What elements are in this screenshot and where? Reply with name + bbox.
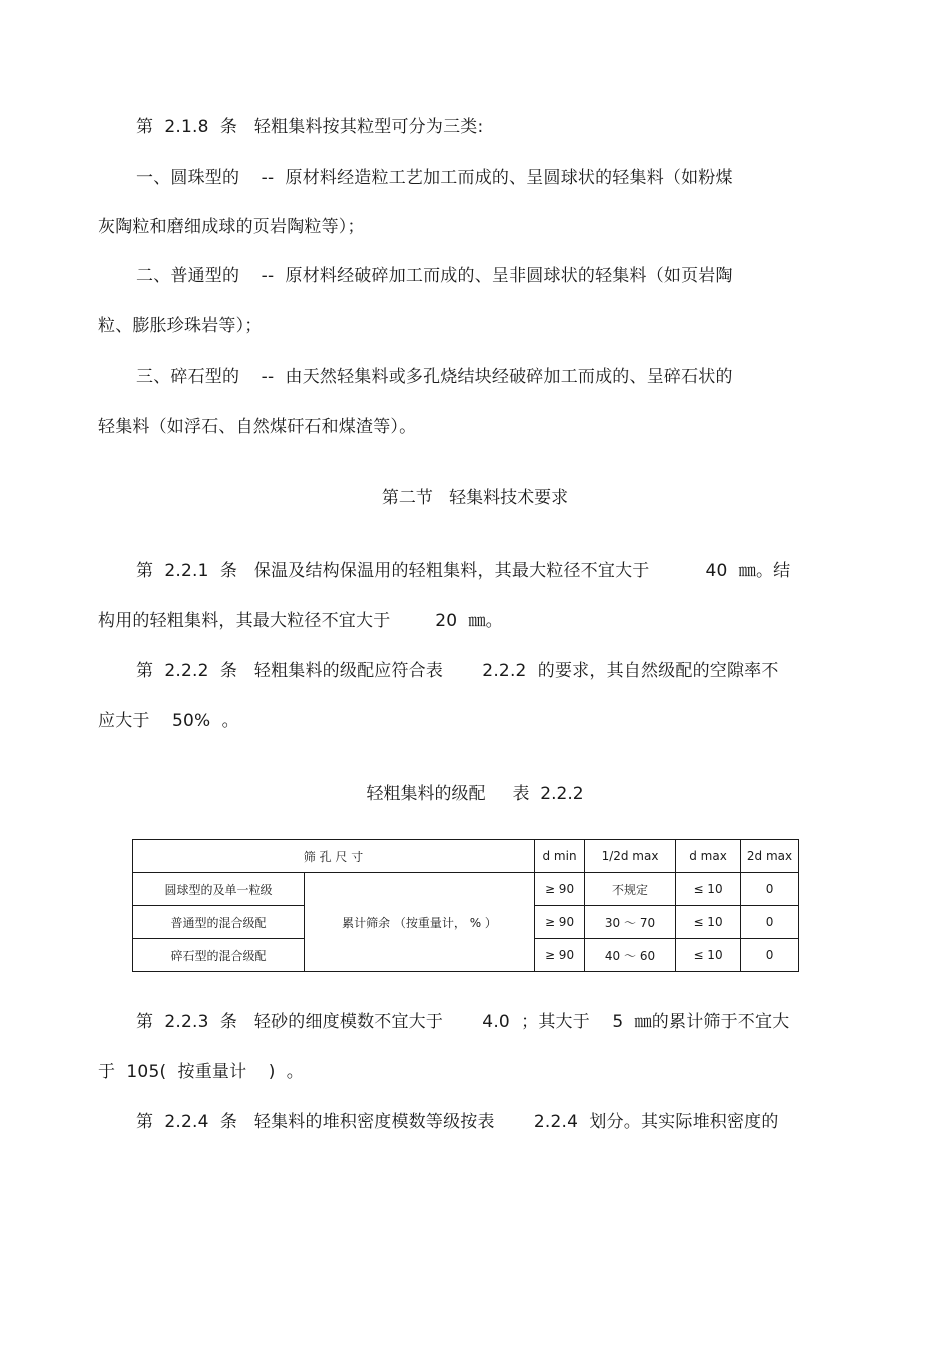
header-dmax: d max xyxy=(676,840,741,873)
table-row xyxy=(133,873,799,906)
table-header-row xyxy=(133,840,799,873)
cumulative-retained-label: 累计筛余 （按重量计， % ） xyxy=(305,873,535,972)
clause-2-2-2-line-2: 应大于 50% 。 xyxy=(98,711,239,731)
round-type-line-1: 一、圆珠型的 -- 原材料经造粒工艺加工而成的、呈圆球状的轻集料（如粉煤 xyxy=(136,168,733,188)
clause-2-2-1-line-1: 第 2.2.1 条 保温及结构保温用的轻粗集料，其最大粒径不宜大于 40 ㎜。结 xyxy=(136,561,791,581)
cell-2dmax: 0 xyxy=(741,939,799,972)
clause-2-2-3-line-2: 于 105( 按重量计 ) 。 xyxy=(98,1062,304,1082)
cell-half-dmax: 30 ～ 70 xyxy=(585,906,676,939)
cell-dmin: ≥ 90 xyxy=(535,873,585,906)
cell-dmax: ≤ 10 xyxy=(676,906,741,939)
row-type: 普通型的混合级配 xyxy=(133,906,305,939)
cell-2dmax: 0 xyxy=(741,906,799,939)
cell-half-dmax: 40 ～ 60 xyxy=(585,939,676,972)
grading-table xyxy=(132,839,799,972)
round-type-line-2: 灰陶粒和磨细成球的页岩陶粒等）； xyxy=(98,217,365,237)
header-2dmax: 2d max xyxy=(741,840,799,873)
cell-dmin: ≥ 90 xyxy=(535,939,585,972)
cell-dmax: ≤ 10 xyxy=(676,873,741,906)
clause-2-1-8-line-1: 第 2.1.8 条 轻粗集料按其粒型可分为三类: xyxy=(136,117,484,137)
header-half-dmax: 1/2d max xyxy=(585,840,676,873)
ordinary-type-line-1: 二、普通型的 -- 原材料经破碎加工而成的、呈非圆球状的轻集料（如页岩陶 xyxy=(136,266,733,286)
cell-dmax: ≤ 10 xyxy=(676,939,741,972)
table-caption: 轻粗集料的级配 表 2.2.2 xyxy=(366,784,584,804)
clause-2-2-3-line-1: 第 2.2.3 条 轻砂的细度模数不宜大于 4.0 ；其大于 5 ㎜的累计筛于不宜大 xyxy=(136,1012,790,1032)
ordinary-type-line-2: 粒、膨胀珍珠岩等）； xyxy=(98,316,262,336)
cell-2dmax: 0 xyxy=(741,873,799,906)
clause-2-2-1-line-2: 构用的轻粗集料，其最大粒径不宜大于 20 ㎜。 xyxy=(98,611,503,631)
header-sieve-size: 筛 孔 尺 寸 xyxy=(133,840,535,873)
crushed-type-line-1: 三、碎石型的 -- 由天然轻集料或多孔烧结块经破碎加工而成的、呈碎石状的 xyxy=(136,367,733,387)
clause-2-2-2-line-1: 第 2.2.2 条 轻粗集料的级配应符合表 2.2.2 的要求，其自然级配的空隙率不 xyxy=(136,661,779,681)
section-title: 第二节 轻集料技术要求 xyxy=(381,488,569,508)
crushed-type-line-2: 轻集料（如浮石、自然煤矸石和煤渣等）。 xyxy=(98,417,417,437)
cell-half-dmax: 不规定 xyxy=(585,873,676,906)
row-type: 圆球型的及单一粒级 xyxy=(133,873,305,906)
cell-dmin: ≥ 90 xyxy=(535,906,585,939)
header-dmin: d min xyxy=(535,840,585,873)
clause-2-2-4-line-1: 第 2.2.4 条 轻集料的堆积密度模数等级按表 2.2.4 划分。其实际堆积密度的 xyxy=(136,1112,779,1132)
row-type: 碎石型的混合级配 xyxy=(133,939,305,972)
